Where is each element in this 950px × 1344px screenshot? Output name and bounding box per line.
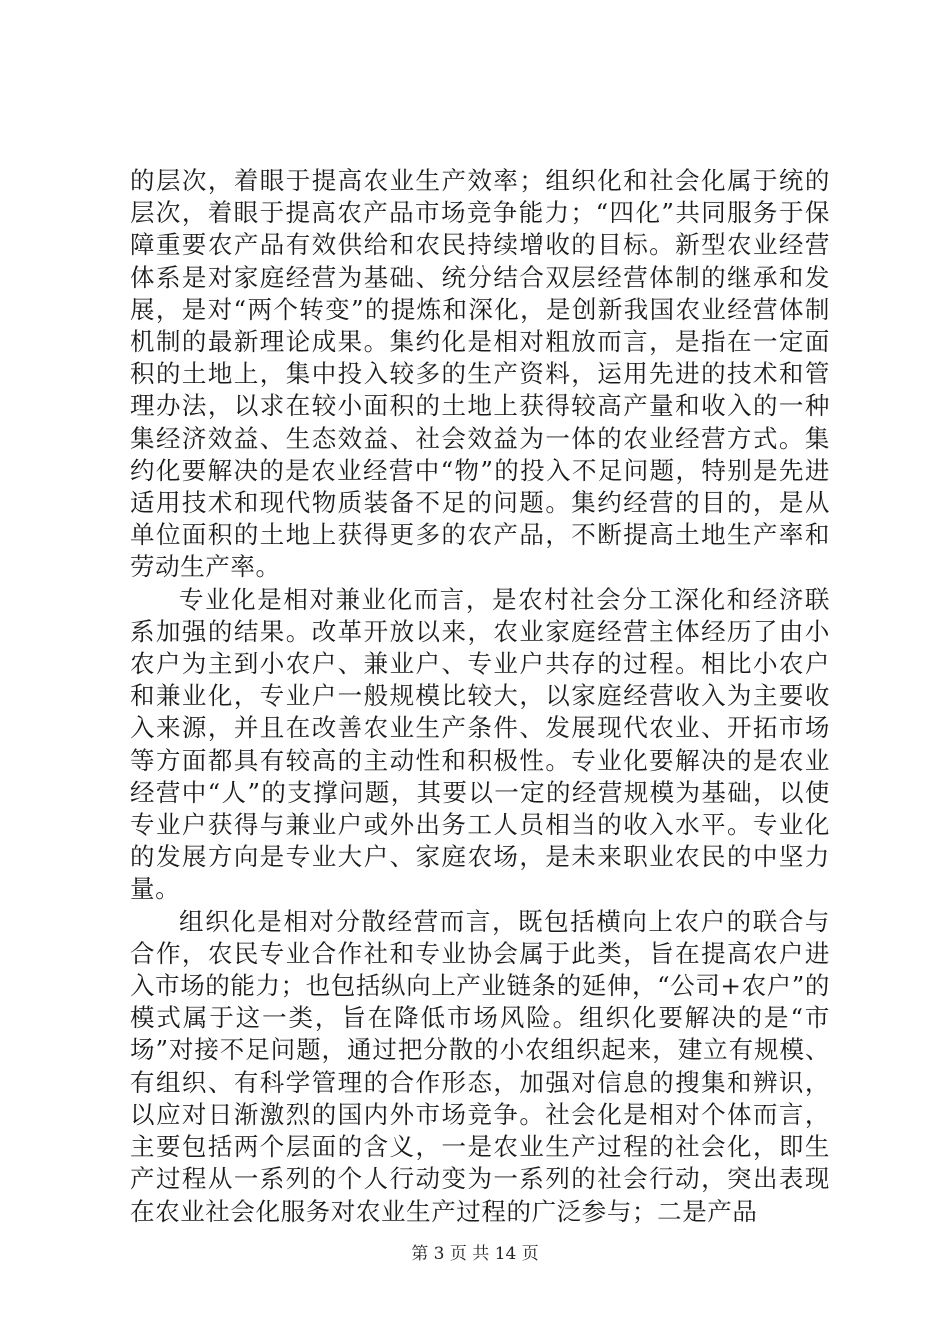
paragraph-3: 组织化是相对分散经营而言，既包括横向上农户的联合与合作，农民专业合作社和专业协会属于此类，旨在提高农户进入市场的能力；也包括纵向上产业链条的延伸，“公司+农户”的模式属于这一类，旨在降低市场风险。组织化要解决的是“市场”对接不足问题，通过把分散的小农组织起来，建立有规模、有组织、有科学管理的合作形态，加强对信息的搜集和辨识，以应对日渐激烈的国内外市场竞争。社会化是相对个体而言，主要包括两个层面的含义，一是农业生产过程的社会化，即生产过程从一系列的个人行动变为一系列的社会行动，突出表现在农业社会化服务对农业生产过程的广泛参与；二是产品 bbox=[130, 906, 830, 1226]
page-number-footer: 第 3 页 共 14 页 bbox=[411, 1244, 539, 1264]
body-text bbox=[130, 165, 830, 1228]
paragraph-2: 专业化是相对兼业化而言，是农村社会分工深化和经济联系加强的结果。改革开放以来，农业家庭经营主体经历了由小农户为主到小农户、兼业户、专业户共存的过程。相比小农户和兼业化，专业户一般规模比较大，以家庭经营收入为主要收入来源，并且在改善农业生产条件、发展现代农业、开拓市场等方面都具有较高的主动性和积极性。专业化要解决的是农业经营中“人”的支撑问题，其要以一定的经营规模为基础，以使专业户获得与兼业户或外出务工人员相当的收入水平。专业化的发展方向是专业大户、家庭农场，是未来职业农民的中坚力量。 bbox=[130, 584, 830, 904]
paragraph-1: 的层次，着眼于提高农业生产效率；组织化和社会化属于统的层次，着眼于提高农产品市场竞争能力；“四化”共同服务于保障重要农产品有效供给和农民持续增收的目标。新型农业经营体系是对家庭经营为基础、统分结合双层经营体制的继承和发展，是对“两个转变”的提炼和深化，是创新我国农业经营体制机制的最新理论成果。集约化是相对粗放而言，是指在一定面积的土地上，集中投入较多的生产资料，运用先进的技术和管理办法，以求在较小面积的土地上获得较高产量和收入的一种集经济效益、生态效益、社会效益为一体的农业经营方式。集约化要解决的是农业经营中“物”的投入不足问题，特别是先进适用技术和现代物质装备不足的问题。集约经营的目的，是从单位面积的土地上获得更多的农产品，不断提高土地生产率和劳动生产率。 bbox=[130, 166, 830, 582]
